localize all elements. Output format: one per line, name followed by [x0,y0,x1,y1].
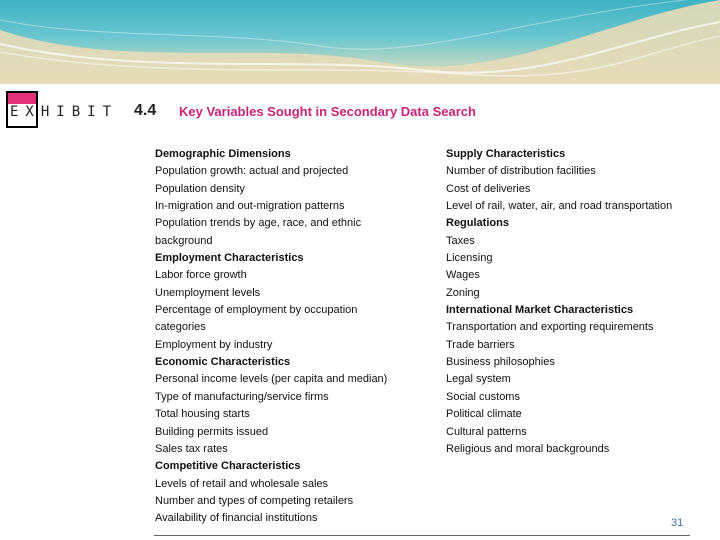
section-heading: Employment Characteristics [155,252,304,265]
list-item: Legal system [446,373,511,386]
list-item: Personal income levels (per capita and median) [155,373,388,386]
left-column [155,146,425,528]
list-item: Building permits issued [155,425,269,438]
list-item: Percentage of employment by occupation [155,304,358,317]
section-heading: Economic Characteristics [155,356,291,369]
list-item: Employment by industry [155,338,273,351]
list-item: Labor force growth [155,269,247,282]
section-heading: Supply Characteristics [446,148,566,160]
exhibit-box-fill [8,93,36,104]
list-item: Total housing starts [155,408,250,421]
list-item: Number of distribution facilities [446,165,596,178]
list-item: background [155,234,213,247]
right-column [446,146,716,458]
list-item: Business philosophies [446,356,555,369]
list-item: Unemployment levels [155,286,261,299]
bottom-rule [154,535,690,536]
section-heading: Competitive Characteristics [155,460,301,473]
list-item: Sales tax rates [155,442,228,455]
section-heading: Regulations [446,217,509,230]
exhibit-number: 4.4 [134,102,157,119]
decorative-beach-banner [0,0,720,84]
section-heading: International Market Characteristics [446,304,634,317]
exhibit-title: Key Variables Sought in Secondary Data Search [179,104,476,119]
list-item: Availability of financial institutions [155,512,318,525]
page-number: 31 [671,517,684,529]
list-item: Cost of deliveries [446,182,531,195]
list-item: Transportation and exporting requirements [446,321,654,334]
list-item: Population density [155,182,245,195]
list-item: Religious and moral backgrounds [446,442,610,455]
section-heading: Demographic Dimensions [155,148,291,160]
list-item: categories [155,321,206,334]
list-item: Social customs [446,390,520,403]
list-item: Number and types of competing retailers [155,494,354,507]
list-item: Levels of retail and wholesale sales [155,477,329,490]
exhibit-label: EXHIBIT [10,104,119,120]
list-item: Licensing [446,252,493,265]
list-item: Population growth: actual and projected [155,165,349,178]
list-item: Political climate [446,408,522,421]
list-item: In-migration and out-migration patterns [155,200,345,213]
list-item: Taxes [446,234,475,247]
list-item: Type of manufacturing/service firms [155,390,329,403]
list-item: Zoning [446,286,480,299]
list-item: Level of rail, water, air, and road transportation [446,200,673,213]
list-item: Wages [446,269,480,282]
list-item: Cultural patterns [446,425,527,438]
list-item: Population trends by age, race, and ethnic [155,217,362,230]
list-item: Trade barriers [446,338,515,351]
